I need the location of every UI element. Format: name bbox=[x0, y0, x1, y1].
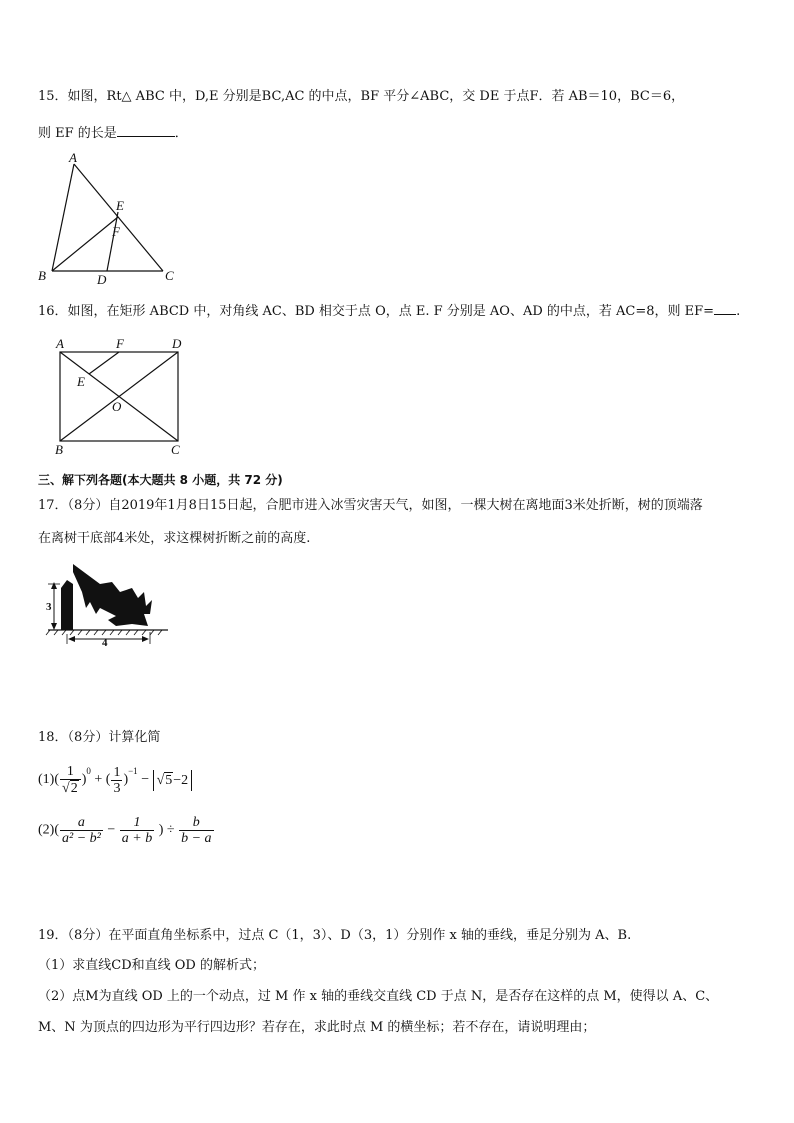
q18-part2-expression: (2)( $\frac{a}{\text{a² − b²}}$ − $\frac{1}{a + b}$ ) ÷ $\frac{b}{b - a}$ bbox=[38, 815, 212, 846]
q18-title: 18．（8分）计算化简 bbox=[38, 730, 161, 745]
height-label: 3 bbox=[46, 601, 52, 613]
q18-part1-expression: (1)( $\frac{1}{√2}$ )$^0$ + ( $\frac{1}{3}$ )$^{-1}$ − √5−2 bbox=[38, 764, 192, 796]
label-D: D bbox=[172, 336, 182, 351]
fraction-a-over-a2-b2: $\frac{a}{\text{a² − b²}}$ bbox=[62, 815, 101, 846]
label-C: C bbox=[171, 442, 180, 457]
label-F: F bbox=[116, 336, 124, 351]
q16-rectangle-figure bbox=[50, 334, 192, 458]
q15-text-line1: 15．如图，Rt△ ABC 中，D,E 分别是BC,AC 的中点，BF 平分∠ABC，交 DE 于点F．若 AB＝10，BC＝6， bbox=[38, 89, 685, 104]
label-F: F bbox=[112, 224, 120, 239]
fraction-1-over-a-plus-b: $\frac{1}{a + b}$ bbox=[121, 815, 153, 846]
label-A: A bbox=[56, 336, 64, 351]
part-label: (2) bbox=[38, 822, 55, 838]
label-E: E bbox=[116, 198, 124, 213]
answer-blank bbox=[714, 302, 736, 315]
q17-text-line1: 17．（8分）自2019年1月8日15日起，合肥市进入冰雪灾害天气，如图，一棵大树在离地面3米处折断，树的顶端落 bbox=[38, 498, 703, 513]
label-O: O bbox=[112, 399, 122, 414]
label-B: B bbox=[55, 442, 63, 457]
q15-triangle-figure bbox=[36, 148, 186, 286]
q16-text bbox=[38, 302, 740, 321]
fraction-b-over-b-minus-a: $\frac{b}{b - a}$ bbox=[181, 815, 212, 846]
label-E: E bbox=[77, 374, 85, 389]
q19-text-line3: （2）点M为直线 OD 上的一个动点，过 M 作 x 轴的垂线交直线 CD 于点 N，是否存在这样的点 M，使得以 A、C、 bbox=[38, 989, 719, 1004]
label-C: C bbox=[165, 268, 174, 283]
fraction-1-over-3: $\frac{1}{3}$ bbox=[113, 764, 121, 796]
q17-text-line2: 在离树干底部4米处，求这棵树折断之前的高度. bbox=[38, 531, 311, 546]
q15-text-line2 bbox=[38, 124, 188, 143]
part-label: (1) bbox=[38, 772, 55, 788]
q15-end: ． bbox=[174, 126, 188, 141]
q16-prompt: 16．如图，在矩形 ABCD 中，对角线 AC、BD 相交于点 O，点 E. F 分别是 AO、AD 的中点，若 AC=8，则 EF= bbox=[38, 304, 715, 319]
q16-end: . bbox=[736, 304, 741, 319]
q19-text-line2: （1）求直线CD和直线 OD 的解析式； bbox=[38, 958, 265, 973]
q17-broken-tree-figure bbox=[40, 562, 175, 652]
label-A: A bbox=[69, 150, 77, 165]
absolute-value: √5−2 bbox=[153, 770, 193, 791]
fraction-1-over-sqrt2: $\frac{1}{√2}$ bbox=[60, 764, 81, 796]
q19-text-line1: 19．（8分）在平面直角坐标系中，过点 C（1，3）、D（3，1）分别作 x 轴的垂线，垂足分别为 A、B. bbox=[38, 928, 632, 943]
width-label: 4 bbox=[102, 637, 108, 649]
label-D: D bbox=[97, 272, 107, 286]
q19-text-line4: M、N 为顶点的四边形为平行四边形？若存在，求此时点 M 的横坐标；若不存在，请说明理由； bbox=[38, 1020, 596, 1035]
q15-prompt: 则 EF 的长是 bbox=[38, 126, 117, 141]
label-B: B bbox=[38, 268, 46, 283]
section-heading: 三、解下列各题(本大题共 8 小题，共 72 分) bbox=[38, 473, 283, 487]
answer-blank bbox=[117, 124, 175, 137]
